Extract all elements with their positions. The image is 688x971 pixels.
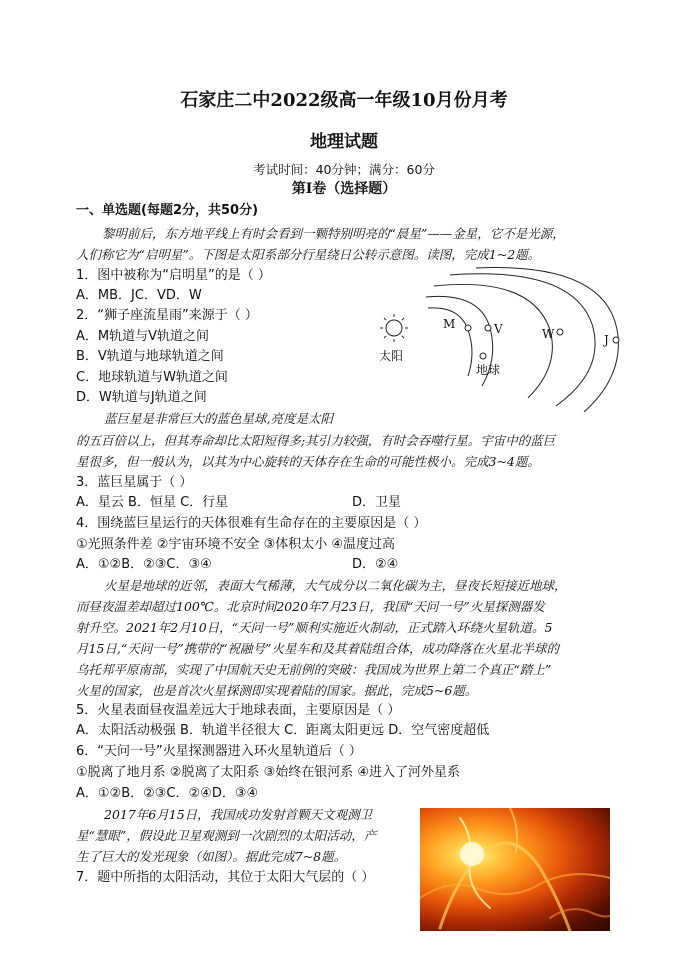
q4-options-abc: A．①②B．②③C．③④ bbox=[76, 557, 212, 572]
passage3-line5: 乌托邦平原南部，实现了中国航天史无前例的突破：我国成为世界上第二个真正“踏上” bbox=[76, 662, 552, 677]
passage3-line6: 火星的国家，也是首次火星探测即实现着陆的国家。据此，完成5~6题。 bbox=[76, 683, 478, 698]
passage3-line2: 而昼夜温差却超过100℃。北京时间2020年7月23日，我国“天问一号”火星探测器发 bbox=[76, 599, 545, 614]
q3-stem: 3．蓝巨星属于（ ） bbox=[76, 475, 193, 490]
passage4-line3: 生了巨大的发光现象（如图）。据此完成7~8题。 bbox=[76, 849, 347, 864]
passage2-line3: 星很多，但一般认为，以其为中心旋转的天体存在生命的可能性极小。完成3~4题。 bbox=[76, 454, 540, 469]
passage2-line2: 的五百倍以上，但其寿命却比太阳短得多;其引力较强，有时会吞噬行星。宇宙中的蓝巨 bbox=[76, 433, 556, 448]
label-sun: 太阳 bbox=[379, 349, 404, 363]
q2-option-b: B．V轨道与地球轨道之间 bbox=[76, 349, 224, 364]
planet-j bbox=[613, 337, 619, 343]
section-heading: 一、单选题(每题2分，共50分) bbox=[76, 203, 259, 218]
passage3-line4: 月15日,“天问一号”携带的“祝融号”火星车和及其着陆组合体，成功降落在火星北半球的 bbox=[76, 641, 559, 656]
passage1-line2: 人们称它为“启明星”。下图是太阳系部分行星绕日公转示意图。读图，完成1~2题。 bbox=[76, 247, 541, 262]
label-w: W bbox=[542, 327, 555, 341]
q4-stem: 4．围绕蓝巨星运行的天体很难有生命存在的主要原因是（ ） bbox=[76, 516, 427, 531]
orbit-diagram bbox=[372, 266, 624, 412]
q6-stem: 6．“天问一号”火星探测器进入环火星轨道后（ ） bbox=[76, 744, 362, 759]
planet-w bbox=[557, 329, 563, 335]
passage3-line3: 射升空。2021年2月10日，“天问一号”顺利实施近火制动，正式踏入环绕火星轨道。5 bbox=[76, 620, 553, 635]
q3-option-d: D．卫星 bbox=[352, 495, 402, 510]
q4-option-d: D．②④ bbox=[352, 557, 399, 572]
sun-symbol bbox=[380, 314, 408, 342]
label-j: J bbox=[604, 333, 609, 347]
label-earth: 地球 bbox=[476, 363, 501, 377]
q2-option-c: C．地球轨道与W轨道之间 bbox=[76, 370, 228, 385]
q7-stem: 7．题中所指的太阳活动，其位于太阳大气层的（ ） bbox=[76, 870, 375, 885]
exam-title: 石家庄二中2022级高一年级10月份月考 bbox=[180, 90, 508, 111]
q4-items: ①光照条件差 ②宇宙环境不安全 ③体积太小 ④温度过高 bbox=[76, 537, 396, 552]
subject-title: 地理试题 bbox=[310, 132, 378, 152]
passage2-line1: 蓝巨星是非常巨大的蓝色星球,亮度是太阳 bbox=[104, 411, 333, 426]
planet-earth bbox=[480, 353, 486, 359]
q6-items: ①脱离了地月系 ②脱离了太阳系 ③始终在银河系 ④进入了河外星系 bbox=[76, 765, 461, 780]
q1-options: A．MB．JC．VD．W bbox=[76, 288, 202, 303]
passage3-line1: 火星是地球的近邻，表面大气稀薄，大气成分以二氧化碳为主，昼夜长短接近地球， bbox=[104, 578, 567, 593]
solar-flare-image bbox=[420, 808, 610, 931]
planet-v bbox=[485, 325, 491, 331]
planet-m bbox=[465, 325, 471, 331]
q3-options-abc: A．星云 B．恒星 C．行星 bbox=[76, 495, 229, 510]
q2-option-d: D．W轨道与J轨道之间 bbox=[76, 390, 207, 405]
q2-stem: 2．“狮子座流星雨”来源于（ ） bbox=[76, 308, 258, 323]
label-v: V bbox=[494, 322, 503, 336]
volume-heading: 第Ⅰ卷（选择题） bbox=[291, 181, 397, 197]
q1-stem: 1．图中被称为“启明星”的是（ ） bbox=[76, 268, 271, 283]
q5-options: A．太阳活动极强 B．轨道半径很大 C．距离太阳更远 D．空气密度超低 bbox=[76, 723, 490, 738]
passage1-line1: 黎明前后，东方地平线上有时会看到一颗特别明亮的“晨星”——金星，它不是光源， bbox=[102, 226, 565, 241]
passage4-line1: 2017年6月15日，我国成功发射首颗天文观测卫 bbox=[104, 807, 373, 822]
exam-info: 考试时间：40分钟；满分：60分 bbox=[253, 162, 435, 177]
q6-options: A．①②B．②③C．②④D．③④ bbox=[76, 786, 259, 801]
passage4-line2: 星“慧眼”，假设此卫星观测到一次剧烈的太阳活动，产 bbox=[76, 828, 377, 843]
q5-stem: 5．火星表面昼夜温差远大于地球表面，主要原因是（ ） bbox=[76, 703, 401, 718]
label-m: M bbox=[443, 317, 456, 331]
q2-option-a: A．M轨道与V轨道之间 bbox=[76, 329, 210, 344]
